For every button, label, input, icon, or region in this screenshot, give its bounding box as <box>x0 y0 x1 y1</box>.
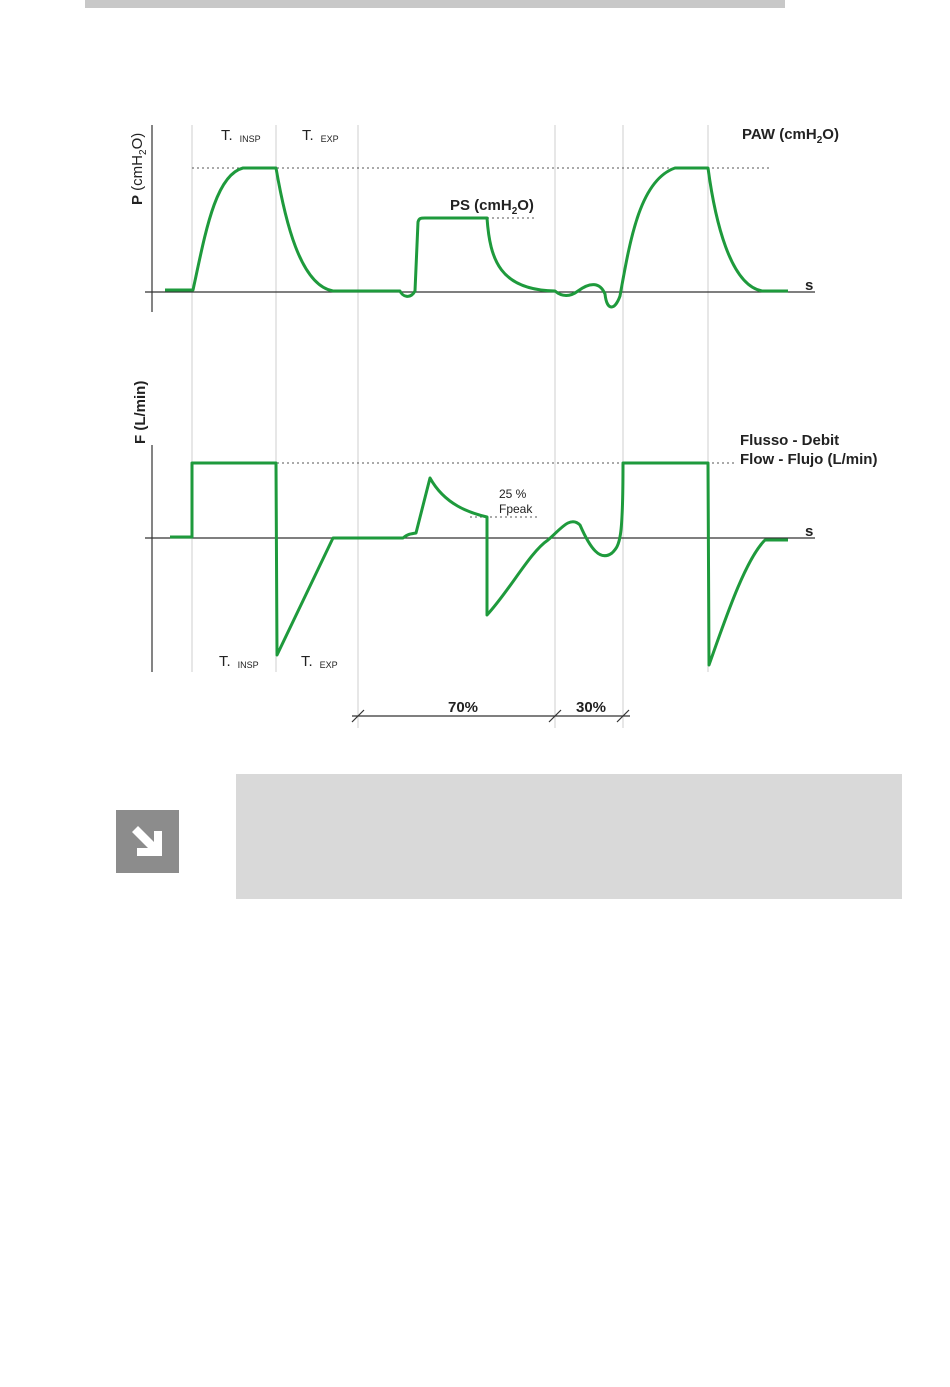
seventy-percent-label: 70% <box>447 699 479 716</box>
percent-label: 25 % <box>499 487 527 501</box>
thirty-percent-label: 30% <box>575 699 607 716</box>
arrow-down-right-icon <box>116 810 179 873</box>
ps-label: PS (cmH$_2$O) <box>450 197 534 217</box>
pressure-y-label: P (cmH$_2$O) <box>129 132 149 205</box>
flow-y-label: F (L/min) <box>132 380 149 444</box>
pressure-waveform <box>165 168 788 307</box>
reference-dotted-lines <box>192 168 770 517</box>
flow-label-line1: Flusso - Debit <box>740 432 840 449</box>
pressure-x-unit: s <box>805 277 814 294</box>
vertical-guide-lines <box>192 125 708 728</box>
flow-waveform <box>170 463 788 665</box>
flow-x-unit: s <box>805 523 814 540</box>
t-insp-label-top: T. INSP <box>221 127 261 144</box>
flow-label-line2: Flow - Flujo (L/min) <box>740 451 878 468</box>
note-box <box>236 774 902 899</box>
fpeak-label: Fpeak <box>499 502 533 516</box>
t-insp-label-bottom: T. INSP <box>219 653 259 670</box>
t-exp-label-bottom: T. EXP <box>301 653 338 670</box>
flow-axes <box>145 445 815 672</box>
paw-label: PAW (cmH$_2$O) <box>742 126 839 146</box>
t-exp-label-top: T. EXP <box>302 127 339 144</box>
